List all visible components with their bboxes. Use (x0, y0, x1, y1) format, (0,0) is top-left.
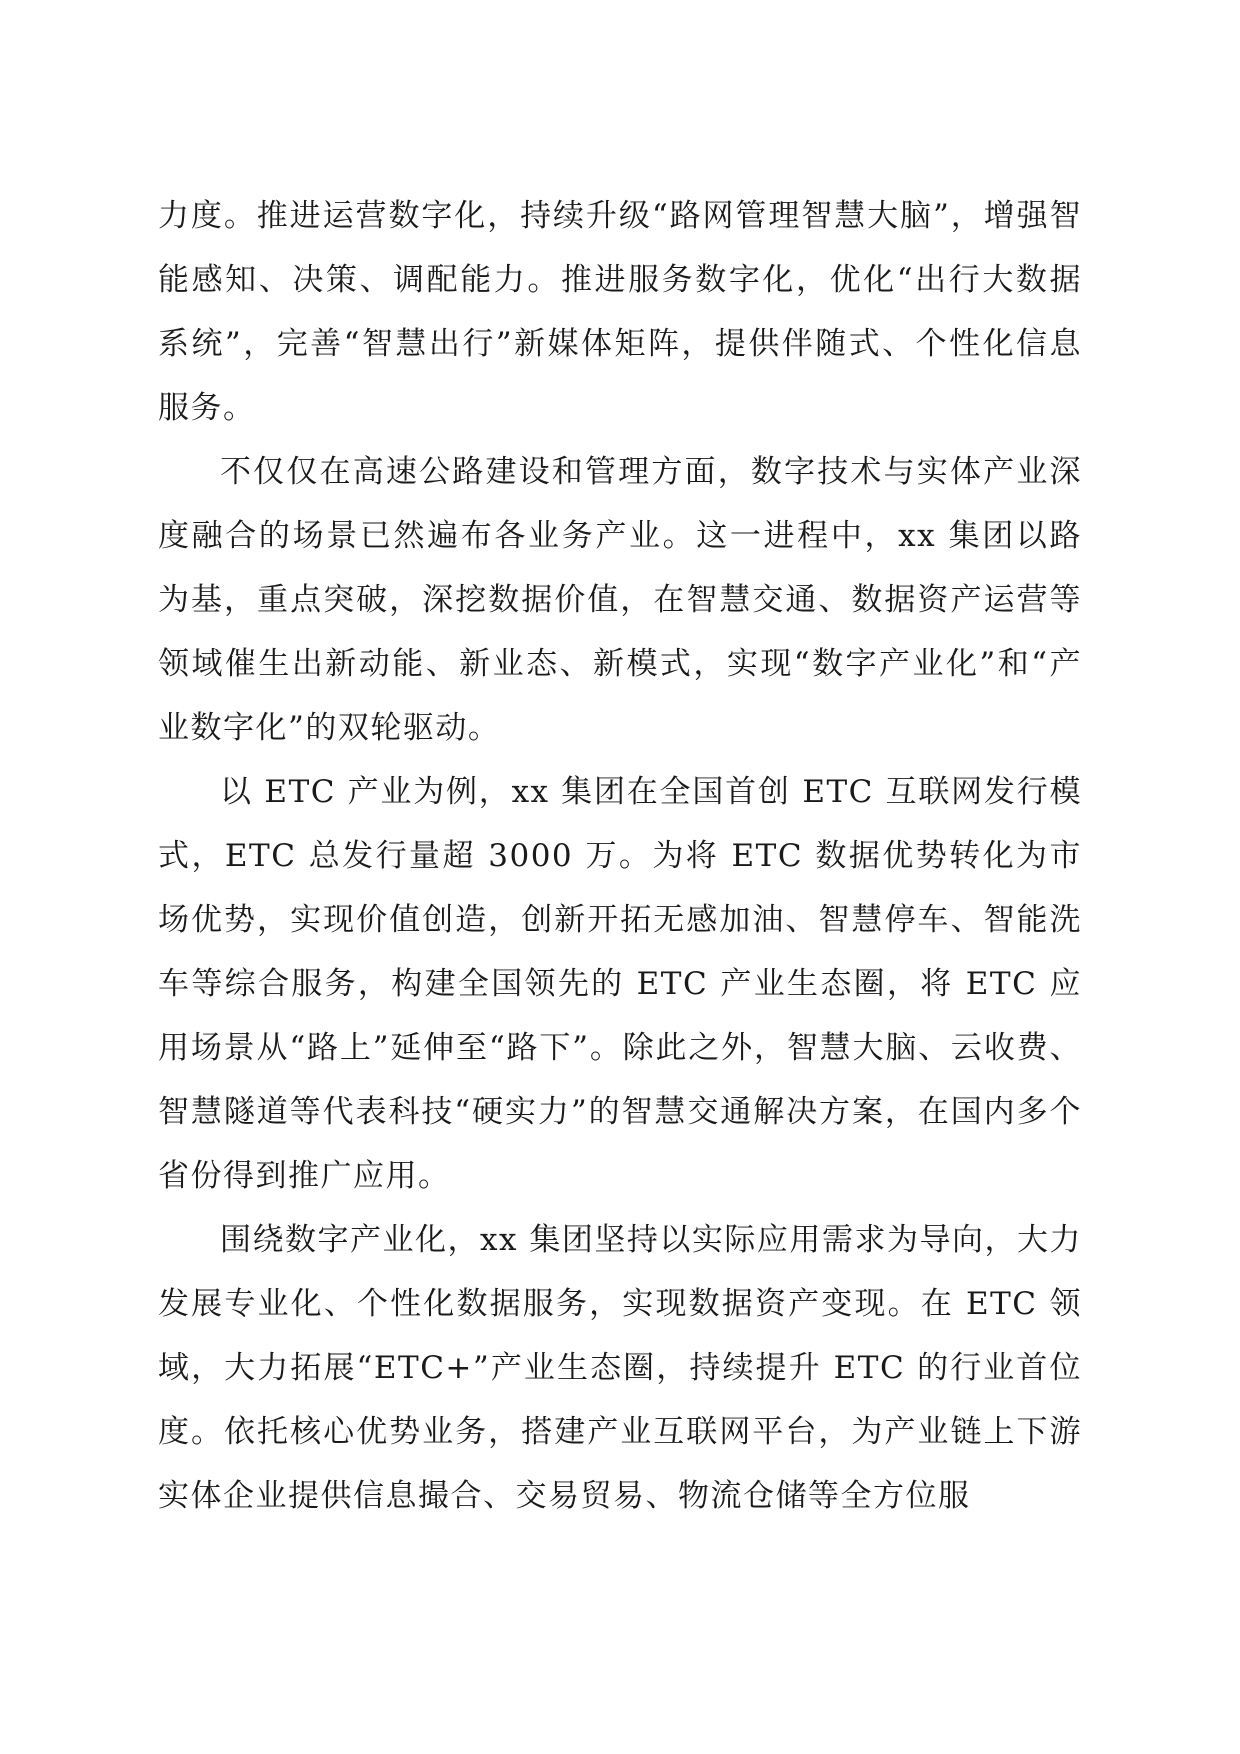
paragraph-digital-industrialization: 围绕数字产业化，xx 集团坚持以实际应用需求为导向，大力发展专业化、个性化数据服务，实现数据资产变现。在 ETC 领域，大力拓展“ETC+”产业生态圈，持续提升 ETC 的行业首位度。依托核心优势业务，搭建产业互联网平台，为产业链上下游实体企业提供信息撮合、交易贸易、物流仓储等全方位服 (158, 1222, 1082, 1514)
document-body (158, 184, 1082, 1528)
paragraph-digital-integration: 不仅仅在高速公路建设和管理方面，数字技术与实体产业深度融合的场景已然遍布各业务产业。这一进程中，xx 集团以路为基，重点突破，深挖数据价值，在智慧交通、数据资产运营等领域催生出新动能、新业态、新模式，实现“数字产业化”和“产业数字化”的双轮驱动。 (158, 454, 1082, 746)
paragraph-etc-industry: 以 ETC 产业为例，xx 集团在全国首创 ETC 互联网发行模式，ETC 总发行量超 3000 万。为将 ETC 数据优势转化为市场优势，实现价值创造，创新开拓无感加油、智慧停车、智能洗车等综合服务，构建全国领先的 ETC 产业生态圈，将 ETC 应用场景从“路上”延伸至“路下”。除此之外，智慧大脑、云收费、智慧隧道等代表科技“硬实力”的智慧交通解决方案，在国内多个省份得到推广应用。 (158, 774, 1082, 1194)
paragraph-continuation: 力度。推进运营数字化，持续升级“路网管理智慧大脑”，增强智能感知、决策、调配能力。推进服务数字化，优化“出行大数据系统”，完善“智慧出行”新媒体矩阵，提供伴随式、个性化信息服务。 (158, 198, 1082, 426)
